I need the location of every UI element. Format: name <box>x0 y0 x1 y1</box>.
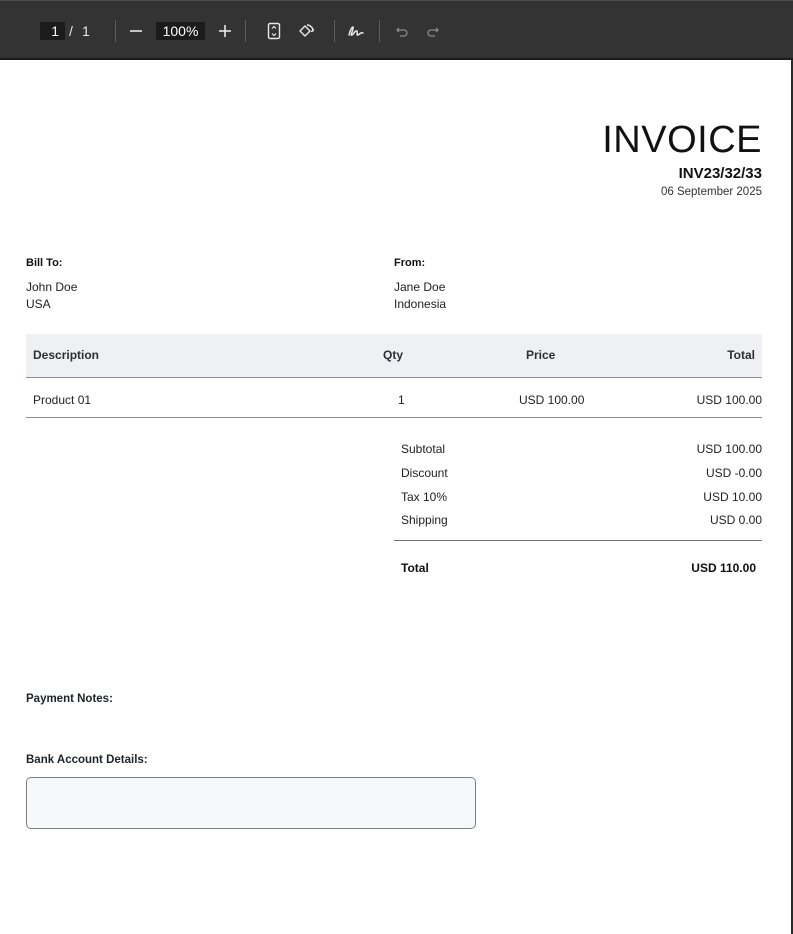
pdf-toolbar <box>0 0 793 60</box>
table-row <box>26 378 762 418</box>
redo-button[interactable] <box>425 20 441 42</box>
header-price: Price <box>526 348 556 362</box>
toolbar-divider <box>379 20 380 42</box>
row-description: Product 01 <box>33 393 92 407</box>
total-value: USD 110.00 <box>691 561 756 575</box>
zoom-out-button[interactable] <box>127 20 145 42</box>
header-description: Description <box>33 348 100 362</box>
invoice-number: INV23/32/33 <box>678 165 762 182</box>
draw-button[interactable] <box>346 20 366 42</box>
rotate-icon <box>297 22 315 40</box>
undo-button[interactable] <box>394 20 410 42</box>
zoom-in-button[interactable] <box>216 20 234 42</box>
zoom-level-input[interactable]: 100% <box>156 22 205 40</box>
from-label: From: <box>394 257 426 269</box>
row-total: USD 100.00 <box>696 393 762 407</box>
minus-icon <box>129 24 143 38</box>
row-qty: 1 <box>398 393 405 407</box>
from-name: Jane Doe <box>394 280 446 294</box>
signature-icon <box>347 23 365 39</box>
header-total: Total <box>727 348 755 362</box>
page-number-input[interactable]: 1 <box>40 22 65 40</box>
payment-notes-label: Payment Notes: <box>26 693 113 705</box>
redo-icon <box>426 24 440 38</box>
invoice-title: INVOICE <box>602 119 762 161</box>
shipping-label: Shipping <box>401 513 448 527</box>
discount-label: Discount <box>401 466 448 480</box>
bill-to-name: John Doe <box>26 280 78 294</box>
rotate-button[interactable] <box>296 20 316 42</box>
shipping-value: USD 0.00 <box>709 513 762 527</box>
discount-value: USD -0.00 <box>705 466 762 480</box>
page-total: 1 <box>82 23 90 39</box>
toolbar-divider <box>115 20 116 42</box>
subtotal-label: Subtotal <box>401 442 446 456</box>
from-country: Indonesia <box>394 297 447 311</box>
tax-label: Tax 10% <box>401 490 448 504</box>
summary-divider <box>394 540 762 541</box>
row-price: USD 100.00 <box>519 393 585 407</box>
toolbar-divider <box>245 20 246 42</box>
undo-icon <box>395 24 409 38</box>
items-table-header <box>26 334 762 378</box>
bank-details-label: Bank Account Details: <box>26 754 148 766</box>
bill-to-label: Bill To: <box>26 257 63 269</box>
total-label: Total <box>401 561 429 575</box>
bank-details-box <box>26 777 476 829</box>
header-qty: Qty <box>383 348 404 362</box>
invoice-date: 06 September 2025 <box>660 186 762 198</box>
plus-icon <box>218 24 232 38</box>
toolbar-divider <box>334 20 335 42</box>
page-separator: / <box>69 23 73 39</box>
fit-page-button[interactable] <box>265 20 283 42</box>
tax-value: USD 10.00 <box>703 490 762 504</box>
bill-to-country: USA <box>26 297 51 311</box>
fit-page-icon <box>267 22 281 40</box>
subtotal-value: USD 100.00 <box>696 442 762 456</box>
